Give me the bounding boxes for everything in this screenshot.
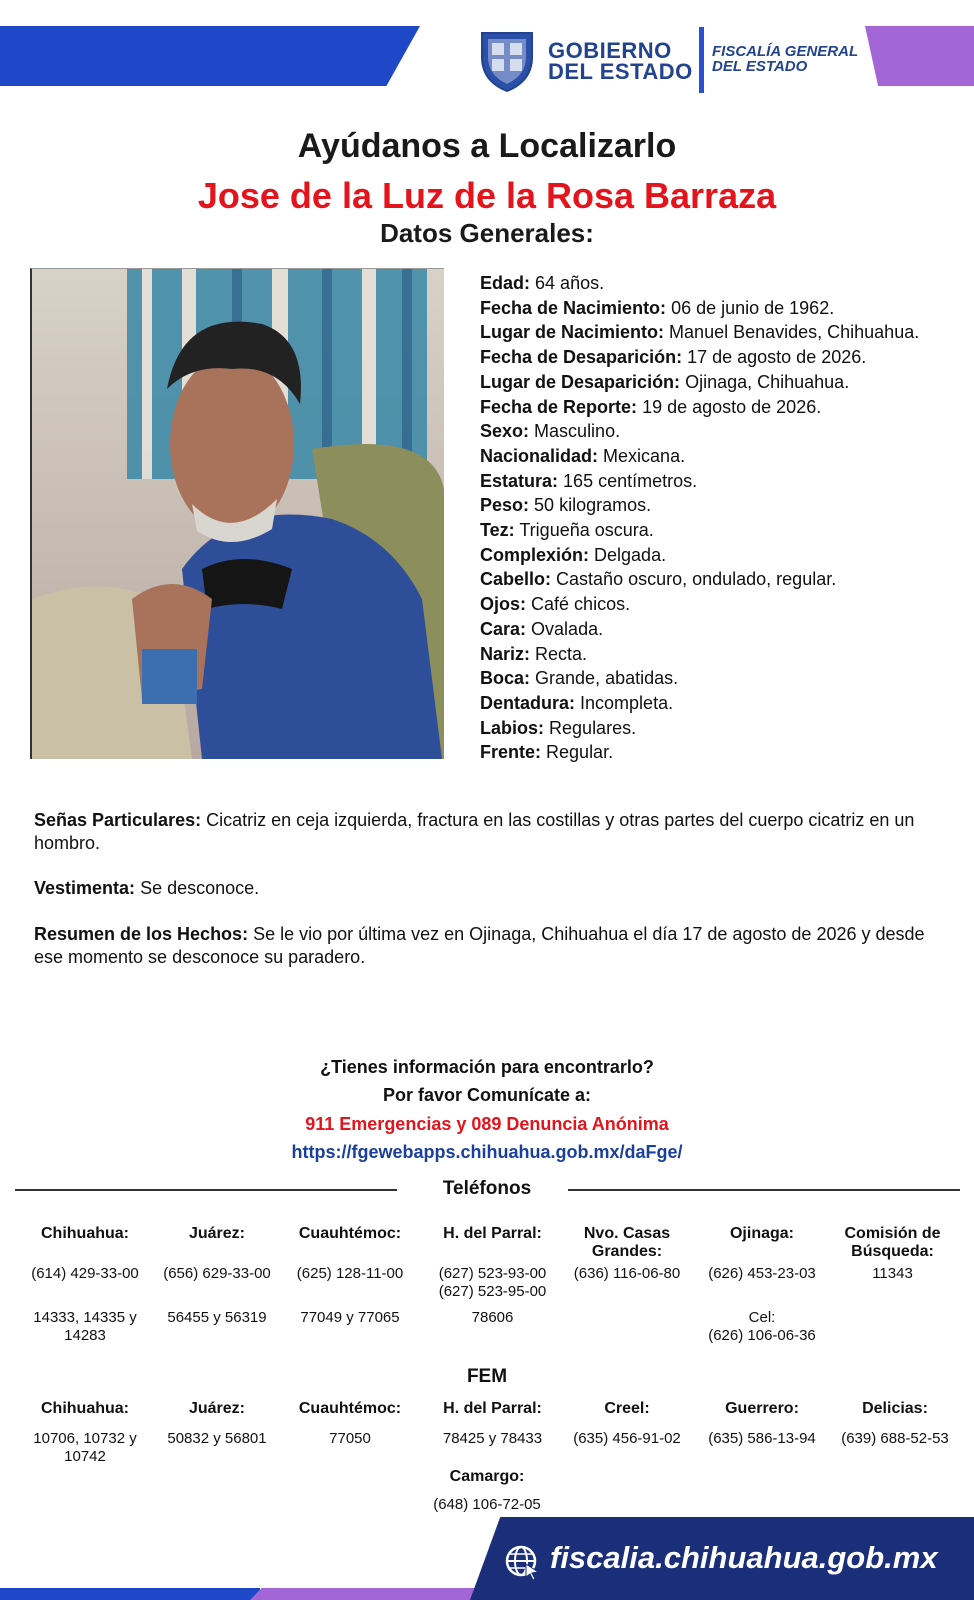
globe-cursor-icon [504, 1544, 540, 1580]
detail-row [480, 691, 920, 716]
tel-col-name: H. del Parral: [443, 1225, 542, 1242]
datos-generales-heading: Datos Generales: [380, 218, 594, 248]
fem-col-parral [425, 1400, 560, 1448]
detail-row [480, 296, 920, 321]
detail-value: 165 centímetros. [563, 470, 698, 491]
report-url-link[interactable]: https://fgewebapps.chihuahua.gob.mx/daFge/ [291, 1142, 683, 1162]
tel-col-cel: (626) 106-06-36 [708, 1327, 816, 1344]
detail-value: 17 de agosto de 2026. [687, 347, 867, 368]
person-details-list [480, 271, 920, 765]
fem-heading: FEM [466, 1366, 508, 1387]
detail-row [480, 740, 920, 765]
detail-label: Dentadura: [480, 692, 576, 713]
contact-please: Por favor Comunícate a: [382, 1085, 592, 1105]
gobierno-line2: DEL ESTADO [548, 59, 693, 84]
resumen-hechos [34, 923, 934, 969]
detail-value: Delgada. [594, 544, 667, 565]
fem-col-name: Guerrero: [725, 1400, 799, 1417]
tel-col-name: Cuauhtémoc: [298, 1225, 402, 1242]
detail-row [480, 395, 920, 420]
detail-row [480, 345, 920, 370]
fem-col-creel [561, 1400, 693, 1448]
detail-row [480, 543, 920, 568]
vestimenta-value: Se desconoce. [140, 878, 260, 898]
detail-row [480, 444, 920, 469]
fem-col-guerrero [697, 1400, 827, 1448]
detail-label: Labios: [480, 717, 545, 738]
missing-person-photo [30, 268, 444, 759]
logo-divider [699, 27, 704, 93]
fem-col-value: 78425 y 78433 [442, 1430, 543, 1447]
tel-col-cel-label: Cel: [748, 1309, 776, 1326]
detail-value: Manuel Benavides, Chihuahua. [669, 322, 920, 343]
fem-col-name: Creel: [604, 1400, 650, 1417]
telefonos-heading: Teléfonos [442, 1178, 532, 1199]
missing-person-name: Jose de la Luz de la Rosa Barraza [197, 175, 777, 216]
tel-col-phone: 11343 [872, 1265, 913, 1282]
detail-value: Castaño oscuro, ondulado, regular. [556, 569, 837, 590]
tel-col-ext: 77049 y 77065 [300, 1309, 400, 1326]
detail-row [480, 567, 920, 592]
footer-blue-strip [0, 1588, 260, 1600]
detail-label: Peso: [480, 495, 530, 516]
senas-value: Cicatriz en ceja izquierda, fractura en las costillas y otras partes del cuerpo cicatriz en un hombro. [34, 810, 915, 853]
detail-row [480, 419, 920, 444]
state-shield-icon [478, 27, 536, 93]
detail-label: Cabello: [480, 569, 552, 590]
detail-row [480, 370, 920, 395]
tel-col-ojinaga [697, 1225, 827, 1345]
fem-col-name: Delicias: [862, 1400, 928, 1417]
detail-label: Sexo: [480, 421, 530, 442]
senas-label: Señas Particulares: [34, 810, 202, 830]
detail-value: Masculino. [534, 421, 621, 442]
detail-row [480, 271, 920, 296]
footer-website-link[interactable]: fiscalia.chihuahua.gob.mx [550, 1540, 938, 1575]
tel-col-comision [830, 1225, 955, 1283]
detail-label: Fecha de Nacimiento: [480, 297, 667, 318]
tel-col-phone: (625) 128-11-00 [296, 1265, 404, 1282]
tel-col-phone: (636) 116-06-80 [573, 1265, 681, 1282]
detail-row [480, 320, 920, 345]
detail-row [480, 493, 920, 518]
tel-col-ext: 14333, 14335 y 14283 [33, 1309, 137, 1344]
detail-label: Ojos: [480, 594, 527, 615]
header-purple-bar [865, 26, 974, 86]
fem-col-value: 77050 [329, 1430, 371, 1447]
detail-row [480, 518, 920, 543]
tel-col-parral [425, 1225, 560, 1327]
detail-value: Grande, abatidas. [535, 668, 679, 689]
detail-label: Complexión: [480, 544, 590, 565]
vestimenta-label: Vestimenta: [34, 878, 136, 898]
gobierno-line1: GOBIERNO [548, 38, 672, 63]
detail-value: 06 de junio de 1962. [671, 297, 835, 318]
detail-label: Nacionalidad: [480, 445, 599, 466]
fem-col-value: 10706, 10732 y 10742 [33, 1430, 137, 1465]
vestimenta [34, 877, 934, 900]
contact-question: ¿Tienes información para encontrarlo? [320, 1057, 654, 1077]
photo-illustration [32, 269, 444, 759]
tel-col-phone: (626) 453-23-03 [708, 1265, 816, 1282]
emergency-numbers: 911 Emergencias y 089 Denuncia Anónima [305, 1114, 669, 1134]
detail-label: Boca: [480, 668, 531, 689]
detail-value: Ojinaga, Chihuahua. [685, 371, 850, 392]
detail-row [480, 617, 920, 642]
fem-col-name: Juárez: [188, 1400, 246, 1417]
detail-value: Café chicos. [531, 594, 631, 615]
fem-col-name: Cuauhtémoc: [298, 1400, 402, 1417]
fem-col-chihuahua [20, 1400, 150, 1466]
fem-col-value: (648) 106-72-05 [433, 1496, 541, 1513]
tel-col-ext: 56455 y 56319 [167, 1309, 267, 1326]
resumen-value: Se le vio por última vez en Ojinaga, Chihuahua el día 17 de agosto de 2026 y desde ese momento se desconoce su paradero. [34, 924, 925, 967]
detail-value: Mexicana. [603, 445, 686, 466]
detail-row [480, 642, 920, 667]
tel-col-casas-grandes [561, 1225, 693, 1283]
detail-value: Regular. [546, 742, 614, 763]
tel-col-name: Juárez: [188, 1225, 246, 1242]
page-heading: Ayúdanos a Localizarlo [297, 127, 677, 165]
tel-col-cuauhtemoc [285, 1225, 415, 1327]
detail-row [480, 592, 920, 617]
fem-col-value: (635) 586-13-94 [708, 1430, 816, 1447]
detail-label: Cara: [480, 618, 527, 639]
fem-col-name: H. del Parral: [443, 1400, 542, 1417]
detail-label: Fecha de Desaparición: [480, 347, 683, 368]
detail-label: Fecha de Reporte: [480, 396, 638, 417]
detail-row [480, 716, 920, 741]
fem-col-camargo [417, 1468, 557, 1514]
senas-particulares [34, 809, 934, 855]
gobierno-logo-text [548, 40, 693, 82]
fem-col-delicias [830, 1400, 960, 1448]
detail-label: Frente: [480, 742, 542, 763]
fem-col-value: (639) 688-52-53 [841, 1430, 949, 1447]
detail-label: Tez: [480, 520, 515, 541]
tel-col-chihuahua [20, 1225, 150, 1345]
tel-col-phone: (614) 429-33-00 [31, 1265, 139, 1282]
detail-label: Lugar de Desaparición: [480, 371, 681, 392]
fiscalia-line1: FISCALÍA GENERAL [712, 43, 859, 60]
footer-purple-strip [250, 1588, 480, 1600]
fem-col-value: 50832 y 56801 [167, 1430, 267, 1447]
detail-label: Estatura: [480, 470, 559, 491]
tel-col-phone2: (627) 523-95-00 [438, 1283, 547, 1300]
tel-col-name: Chihuahua: [41, 1225, 129, 1242]
tel-col-name: Comisión de Búsqueda: [844, 1225, 941, 1260]
fem-col-juarez [152, 1400, 282, 1448]
fem-col-cuauhtemoc [285, 1400, 415, 1448]
fem-col-name: Chihuahua: [41, 1400, 129, 1417]
fem-col-value: (635) 456-91-02 [573, 1430, 681, 1447]
detail-row [480, 469, 920, 494]
tel-col-name: Nvo. Casas Grandes: [583, 1225, 671, 1260]
detail-label: Edad: [480, 273, 531, 293]
detail-label: Nariz: [480, 643, 531, 664]
detail-value: Regulares. [549, 717, 637, 738]
detail-row [480, 666, 920, 691]
fem-col-name: Camargo: [449, 1468, 525, 1485]
detail-value: Incompleta. [580, 692, 674, 713]
detail-value: 19 de agosto de 2026. [642, 396, 822, 417]
tel-col-phone: (656) 629-33-00 [163, 1265, 271, 1282]
tel-col-ext: 78606 [471, 1309, 514, 1326]
detail-label: Lugar de Nacimiento: [480, 322, 665, 343]
tel-col-juarez [152, 1225, 282, 1327]
detail-value: Ovalada. [531, 618, 604, 639]
fiscalia-line2: DEL ESTADO [712, 58, 808, 75]
detail-value: 50 kilogramos. [534, 495, 652, 516]
resumen-label: Resumen de los Hechos: [34, 924, 249, 944]
detail-value: Trigueña oscura. [519, 520, 654, 541]
detail-value: 64 años. [535, 273, 605, 293]
fiscalia-logo-text [712, 44, 858, 74]
header-blue-bar [0, 26, 420, 86]
tel-col-phone: (627) 523-93-00 [438, 1265, 547, 1282]
detail-value: Recta. [535, 643, 588, 664]
tel-col-name: Ojinaga: [729, 1225, 794, 1242]
